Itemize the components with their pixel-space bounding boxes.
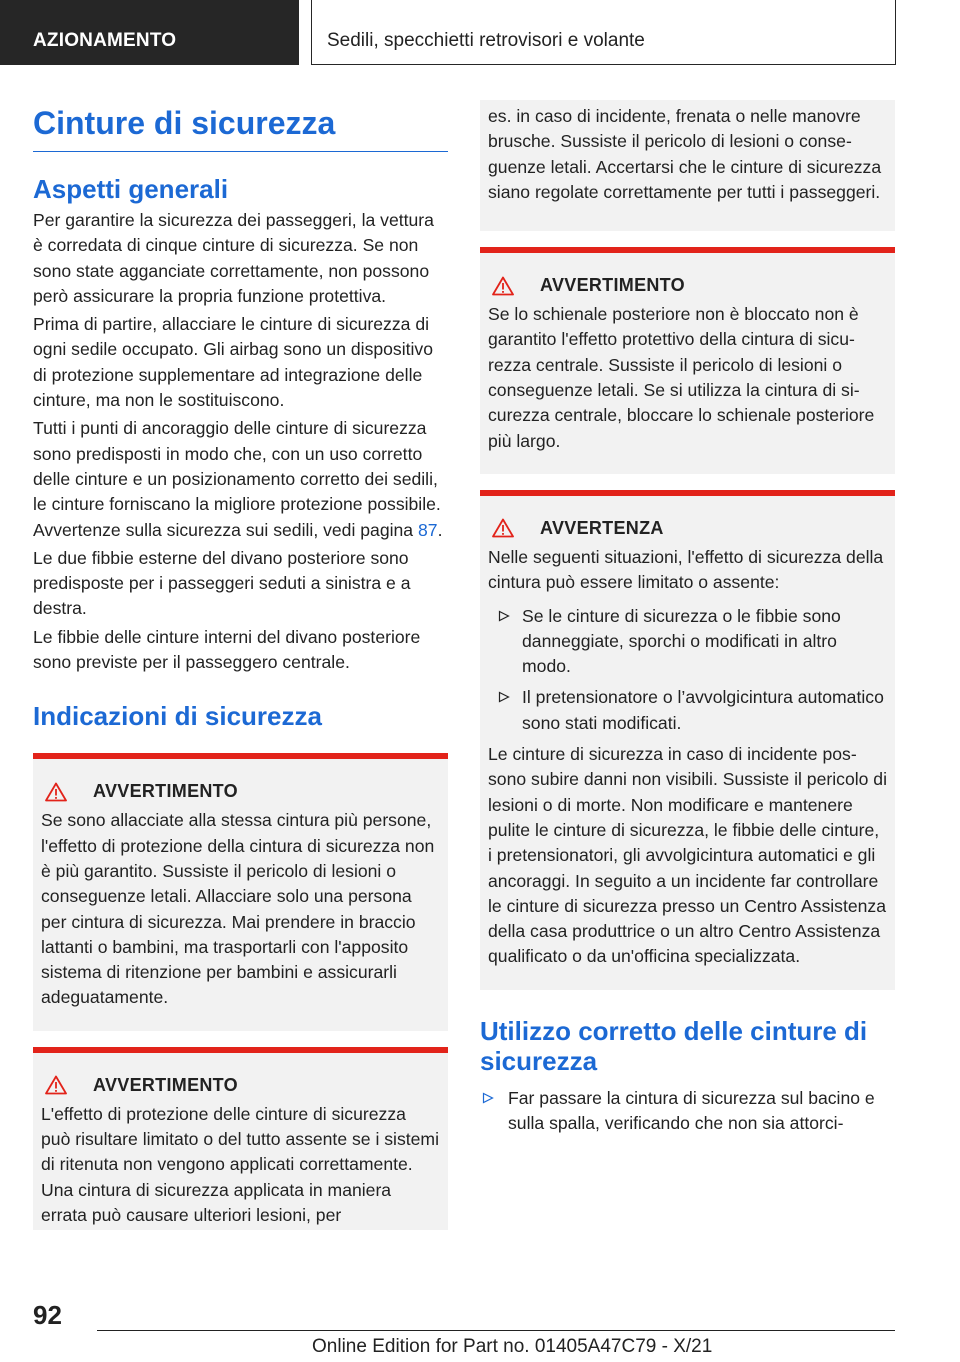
page-title: Cinture di sicurezza — [33, 103, 448, 152]
paragraph: Le fibbie delle cinture interni del divano posteriore sono previste per il passeggero centrale. — [33, 626, 421, 673]
warning-box — [480, 247, 895, 474]
warning-triangle-icon — [492, 518, 514, 538]
warning-triangle-icon — [45, 1075, 67, 1095]
paragraph-with-link — [33, 416, 448, 542]
warning-box — [33, 753, 448, 1030]
warning-header — [488, 518, 887, 539]
header-chapter-tab — [311, 0, 896, 65]
usage-bullet-list — [480, 1086, 895, 1137]
left-column — [33, 100, 448, 1230]
list-item-text: Il pretensionatore o l’avvolgicintura automatico sono stati modificati. — [522, 687, 884, 733]
warning-text: Se lo schienale posteriore non è bloccato non è garantito l'effetto protettivo della cintura di sicurezza centrale. Sussiste il pericolo di lesioni o conseguenze letali. Se si utilizza la cintura di sicurezza centrale, bloccare lo schienale posteriore più largo. — [488, 304, 875, 451]
warning-header — [488, 275, 887, 296]
warning-box — [480, 490, 895, 990]
warning-text: Se sono allacciate alla stessa cintura più persone, l'effetto di protezione della cintura di sicurezza non è più garantito. Sussiste il pericolo di lesioni o conseguenze letali. Allacciare solo una persona per cintura di sicurezza. Mai prendere in braccio lattanti o bambini, ma trasportarli con l'apposito sistema di ritenzione per bambini e assicurarli adeguatamente. — [41, 810, 435, 1008]
page-number: 92 — [33, 1300, 62, 1330]
list-item — [488, 604, 887, 680]
paragraph: Per garantire la sicurezza dei passeggeri, la vettura è corredata di cinque cinture di sicurezza. Se non sono state agganciate correttamente, non possono però assicurare la propria funzione protettiva. — [33, 210, 434, 306]
paragraph: Prima di partire, allacciare le cinture di sicurezza di ogni sedile occupato. Gli airbag sono un dispositivo di protezione supplementare ad integrazione delle cinture, ma non le sostituiscono. — [33, 314, 434, 411]
subtitle-usage: Utilizzo corretto delle cinture di sicurezza — [480, 1015, 868, 1076]
page-reference-link[interactable]: 87 — [417, 519, 438, 540]
warning-text: L'effetto di protezione delle cinture di sicurezza può risultare limitato o del tutto assente se i sistemi di ritenuta non vengono applicati correttamente. Una cintura di sicurezza applicata in maniera errata può causare ulteriori lesioni, per — [41, 1103, 439, 1225]
warning-intro: Nelle seguenti situazioni, l'effetto di sicurezza della cintura può essere limitato o assente: — [488, 546, 884, 593]
warning-bullet-list — [488, 604, 887, 736]
warning-label: AVVERTENZA — [540, 517, 664, 538]
warning-label: AVVERTIMENTO — [540, 275, 685, 296]
header-chapter-label: Sedili, specchietti retrovisori e volante — [327, 30, 645, 51]
paragraph-text: Tutti i punti di ancoraggio delle cinture di sicurezza sono predisposti in modo che, con un uso corretto delle cinture e un posizionamento corretto dei sedili, le cinture forniscano la migliore protezione possibile. Avvertenze sulla sicurezza sui sedili, vedi pagina — [33, 418, 441, 540]
list-item — [488, 685, 887, 736]
triangle-bullet-icon — [498, 610, 510, 622]
header-section-tab — [0, 0, 299, 65]
list-item-text: Se le cinture di sicurezza o le fibbie sono danneggiate, sporchi o modificati in altro modo. — [522, 605, 841, 677]
warning-label: AVVERTIMENTO — [93, 1074, 238, 1095]
warning-triangle-icon — [492, 276, 514, 296]
header-section-label: AZIONAMENTO — [33, 30, 177, 51]
paragraph: Le due fibbie esterne del divano posteriore sono predisposte per i passeggeri seduti a sinistra e a destra. — [33, 547, 411, 619]
triangle-bullet-icon — [482, 1092, 494, 1104]
list-item — [480, 1086, 895, 1137]
warning-header — [41, 1075, 440, 1096]
warning-text: es. in caso di incidente, frenata o nelle manovre brusche. Sussiste il pericolo di lesioni o conseguenze letali. Accertarsi che le cinture di sicurezza siano regolate correttamente per tutti i passeggeri. — [488, 106, 882, 202]
footer-divider — [97, 1330, 895, 1331]
warning-triangle-icon — [45, 782, 67, 802]
right-column — [480, 100, 895, 1142]
paragraph-end: . — [437, 519, 443, 540]
subtitle-safety: Indicazioni di sicurezza — [33, 701, 322, 732]
warning-outro: Le cinture di sicurezza in caso di incidente possono subire danni non visibili. Sussiste il pericolo di lesioni o di morte. Non modificare e mantenere pulite le cinture di sicurezza, le fibbie delle cinture, i pretensionatori, gli avvolgicintura automatici e gli ancoraggi. In seguito a un incidente far controllare le cinture di sicurezza presso un Centro Assistenza della casa produttrice o un altro Centro Assistenza qualificato o da un'officina specializzata. — [488, 744, 888, 967]
warning-label: AVVERTIMENTO — [93, 781, 238, 802]
subtitle-general: Aspetti generali — [33, 174, 229, 204]
warning-box-continuation — [480, 100, 895, 231]
triangle-bullet-icon — [498, 691, 510, 703]
warning-header — [41, 781, 440, 802]
footer-edition: Online Edition for Part no. 01405A47C79 - X/21 — [312, 1336, 713, 1357]
warning-box — [33, 1047, 448, 1230]
list-item-text: Far passare la cintura di sicurezza sul bacino e sulla spalla, verificando che non sia attorci- — [508, 1087, 875, 1134]
